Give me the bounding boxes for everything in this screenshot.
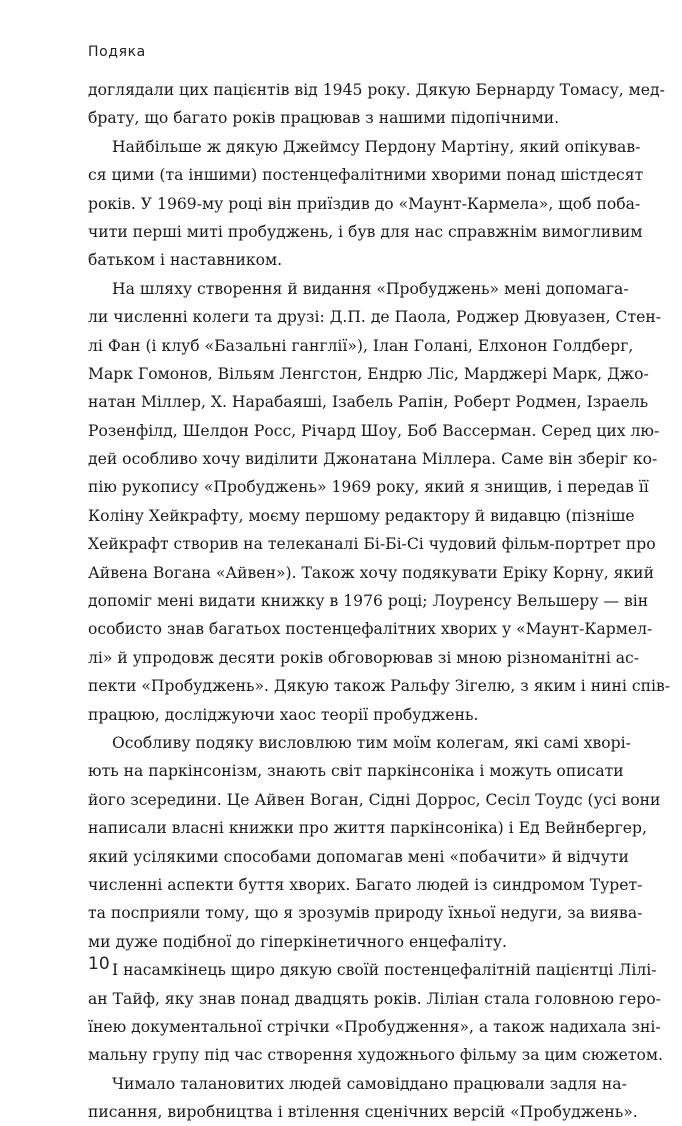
text-line: ан Тайф, яку знав понад двадцять років. Ліліан стала головною геро-: [88, 989, 661, 1008]
text-line: ють на паркінсонізм, знають світ паркінсоніка і можуть описати: [88, 762, 624, 781]
text-line: ли численні колеги та друзі: Д.П. де Паола, Роджер Дювуазен, Стен-: [88, 308, 662, 327]
text-line: На шляху створення й видання «Пробуджень» мені допомага-: [112, 279, 629, 298]
page-number: 10: [88, 954, 110, 974]
text-line: мальну групу під час створення художнього фільму за цим сюжетом.: [88, 1046, 663, 1065]
text-line: його зсередини. Це Айвен Воган, Сідні Доррос, Сесіл Тоудс (усі вони: [88, 790, 661, 809]
paragraph: [88, 956, 663, 1070]
paragraph: [88, 133, 644, 275]
paragraph: [88, 729, 661, 956]
text-line: батьком і наставником.: [88, 251, 283, 270]
text-line: особисто знав багатьох постенцефалітних хворих у «Маунт-Кармел-: [88, 620, 653, 639]
text-line: ся цими (та іншими) постенцефалітними хворими понад шістдесят: [88, 166, 644, 185]
text-line: пекти «Пробуджень». Дякую також Ральфу Зігелю, з яким і нині спів-: [88, 677, 671, 696]
text-line: працюю, досліджуючи хаос теорії пробуджень.: [88, 705, 479, 724]
paragraph: [88, 76, 665, 133]
running-head: Подяка: [88, 44, 146, 60]
text-line: років. У 1969-му році він приїздив до «Маунт-Кармела», щоб поба-: [88, 194, 641, 213]
text-line: ми дуже подібної до гіперкінетичного енцефаліту.: [88, 932, 507, 951]
text-line: їнею документальної стрічки «Пробудження», а також надихала зні-: [88, 1017, 661, 1036]
text-line: пію рукопису «Пробуджень» 1969 року, який я знищив, і передав її: [88, 478, 649, 497]
text-line: лі Фан (і клуб «Базальні ганглії»), Ілан Голані, Елхонон Голдберг,: [88, 336, 634, 355]
text-line: доглядали цих пацієнтів від 1945 року. Дякую Бернарду Томасу, мед-: [88, 81, 665, 99]
text-line: який усілякими способами допомагав мені «побачити» й відчути: [88, 847, 629, 866]
paragraph: [88, 1070, 638, 1126]
text-line: чити перші миті пробуджень, і був для нас справжнім вимогливим: [88, 222, 643, 241]
text-line: та посприяли тому, що я зрозумів природу їхньої недуги, за виява-: [88, 904, 643, 923]
text-line: Марк Гомонов, Вільям Ленгстон, Ендрю Ліс, Марджері Марк, Джо-: [88, 364, 649, 383]
text-line: І насамкінець щиро дякую своїй постенцефалітній пацієнтці Лілі-: [112, 961, 657, 980]
text-line: написали власні книжки про життя паркінсоніка) і Ед Вейнбергер,: [88, 819, 647, 838]
text-line: Особливу подяку висловлюю тим моїм колегам, які самі хворі-: [112, 733, 631, 752]
body-text: [88, 76, 671, 1126]
text-line: писання, виробництва і втілення сценічних версій «Пробуджень».: [88, 1103, 638, 1122]
text-line: брату, що багато років працював з нашими підопічними.: [88, 109, 560, 128]
text-line: Коліну Хейкрафту, моєму першому редактору й видавцю (пізніше: [88, 506, 635, 525]
text-line: численні аспекти буття хворих. Багато людей із синдромом Турет-: [88, 875, 643, 894]
paragraph: [88, 275, 671, 729]
text-line: Чимало талановитих людей самовіддано працювали задля на-: [112, 1074, 627, 1093]
text-line: лі» й упродовж десяти років обговорював зі мною різноманітні ас-: [88, 648, 640, 667]
text-line: Айвена Вогана «Айвен»). Також хочу подякувати Еріку Корну, який: [88, 563, 654, 582]
text-line: дей особливо хочу виділити Джонатана Міллера. Саме він зберіг ко-: [88, 450, 658, 469]
text-line: допоміг мені видати книжку в 1976 році; Лоуренсу Вельшеру — він: [88, 592, 649, 611]
text-line: натан Міллер, Х. Нарабаяші, Ізабель Рапін, Роберт Родмен, Ізраель: [88, 393, 649, 412]
text-line: Розенфілд, Шелдон Росс, Річард Шоу, Боб Вассерман. Серед цих лю-: [88, 421, 660, 440]
text-line: Хейкрафт створив на телеканалі Бі-Бі-Сі чудовий фільм-портрет про: [88, 535, 656, 554]
text-line: Найбільше ж дякую Джеймсу Пердону Мартіну, який опікував-: [112, 137, 641, 156]
